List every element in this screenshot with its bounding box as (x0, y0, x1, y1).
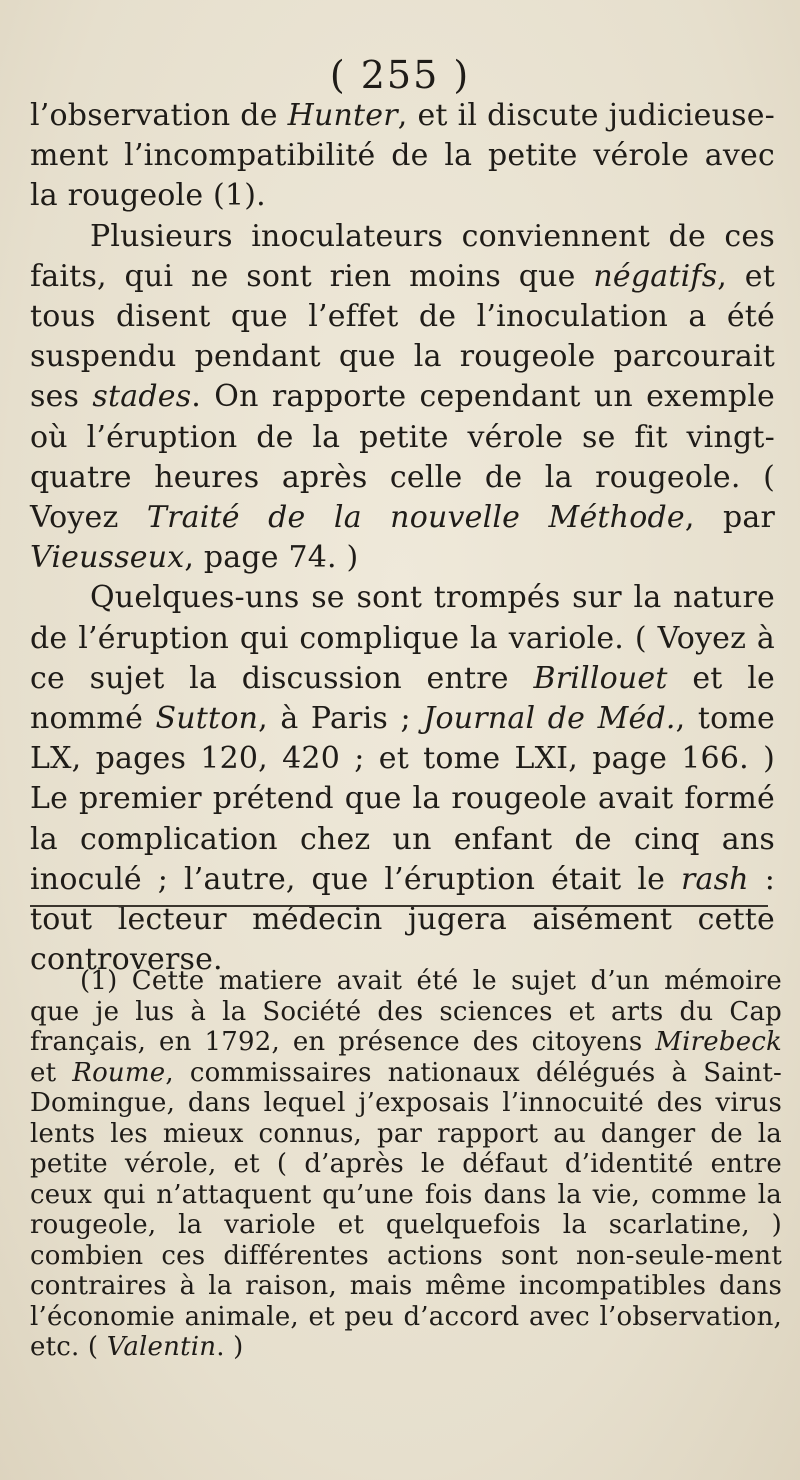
italic-text-span: Valentin (106, 1332, 217, 1362)
text-span: , par (684, 500, 775, 536)
text-span: Plusieurs inoculateurs conviennent de ces faits, qui ne sont rien moins que (30, 218, 775, 294)
paragraph-1 (30, 96, 775, 217)
text-span: . ) (216, 1332, 244, 1362)
italic-text-span: Brillouet (533, 660, 668, 696)
italic-text-span: Journal de Méd. (423, 701, 676, 737)
italic-text-span: Hunter (287, 98, 398, 133)
text-span: et le nommé (30, 660, 775, 737)
text-span: : tout lecteur médecin jugera aisément cette controverse. (30, 861, 775, 978)
text-span: l’observation de (30, 98, 288, 133)
text-span: , commissaires nationaux délégués à Saint-Domingue, dans lequel j’exposais l’innocuité des virus lents les mieux connus, par rapport au danger de la petite vérole, et ( d’après le défaut d’identité entre ceux qui n’attaquent qu’une fois dans la vie, comme la rougeole, la variole et quelquefois la scarlatine, ) combien ces différentes actions sont non-seule-ment contraires à la raison, mais même incompatibles dans l’économie animale, et peu d’accord avec l’observation, etc. ( (30, 1057, 783, 1362)
italic-text-span: Vieusseux (30, 540, 185, 576)
paragraph-3 (30, 578, 775, 980)
text-span: , et il discute judicieuse-ment l’incompatibilité de la petite vérole avec la rougeole (1). (30, 98, 775, 214)
text-span: Quelques-uns se sont trompés sur la nature de l’éruption qui complique la variole. ( Voyez à ce sujet la discussion entre (30, 580, 775, 696)
paragraph-2 (30, 217, 775, 579)
text-span: et (30, 1057, 73, 1088)
main-text (30, 96, 775, 980)
text-span: (1) Cette matiere avait été le sujet d’un mémoire que je lus à la Société des sciences et arts du Cap français, en 1792, en présence des citoyens (30, 966, 782, 1057)
text-span: , tome LX, pages 120, 420 ; et tome LXI, page 166. ) Le premier prétend que la rougeole avait formé la complication chez un enfant de cinq ans inoculé ; l’autre, que l’éruption était le (30, 701, 775, 897)
text-span: , et tous disent que l’effet de l’inoculation a été suspendu pendant que la rougeole parcourait ses (30, 258, 775, 415)
text-span: . On rapporte cependant un exemple où l’éruption de la petite vérole se fit vingt-quatre heures après celle de la rougeole. ( Voyez (30, 379, 775, 536)
italic-text-span: Traité de la nouvelle Méthode (146, 500, 685, 536)
footnote-divider (30, 905, 768, 907)
page-number: ( 255 ) (329, 53, 471, 97)
text-span: , à Paris ; (258, 701, 424, 737)
italic-text-span: Sutton (155, 701, 259, 737)
footnote (30, 966, 782, 1363)
italic-text-span: négatifs (593, 258, 718, 294)
italic-text-span: stades (92, 379, 192, 415)
italic-text-span: rash (681, 861, 749, 897)
italic-text-span: Roume (72, 1057, 166, 1088)
italic-text-span: Mirebeck (655, 1027, 782, 1057)
text-span: , page 74. ) (184, 540, 359, 576)
